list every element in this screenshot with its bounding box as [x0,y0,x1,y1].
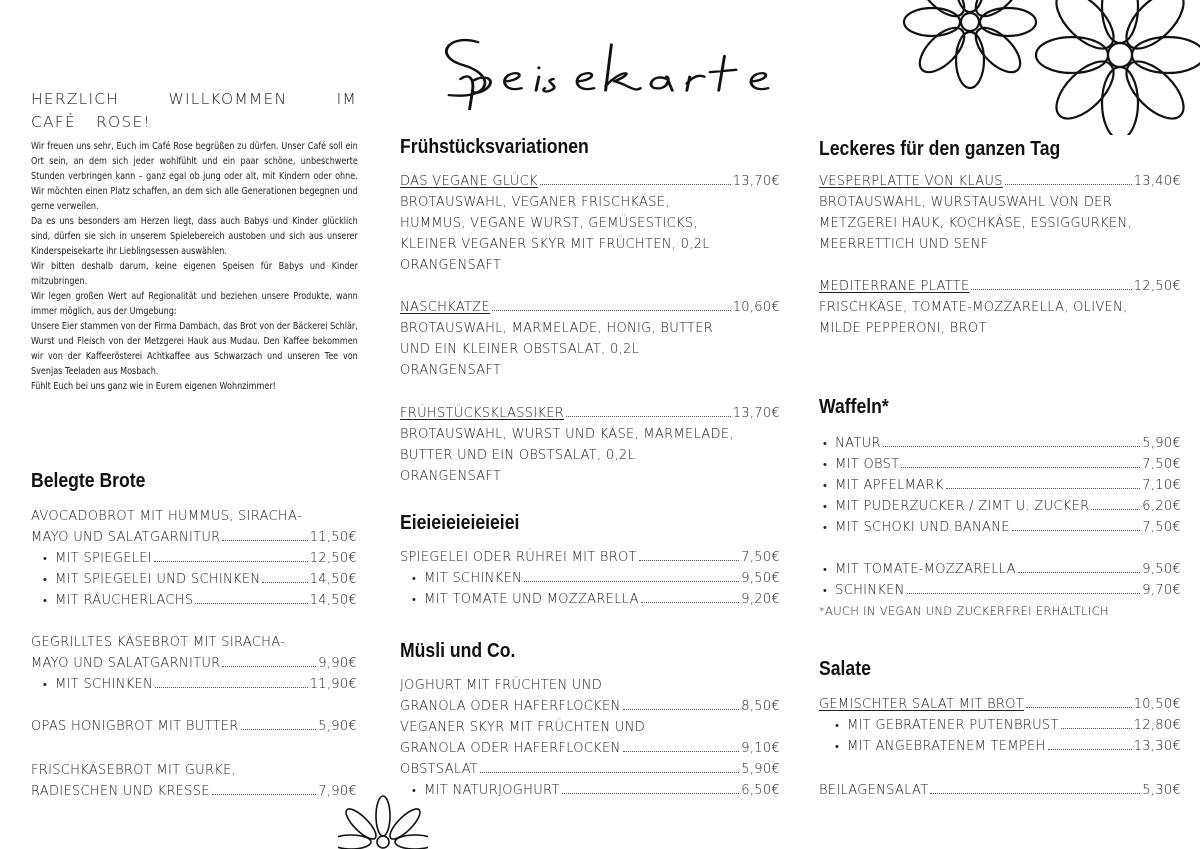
menu-item-description: KLEINER VEGANER SKYR MIT FRÜCHTEN, 0,2L [400,237,710,252]
menu-title-script [420,20,780,110]
menu-subitem: • MIT SCHINKEN 9,50€ [412,571,780,586]
menu-subitem: • MIT PUDERZUCKER / ZIMT U. ZUCKER 6,20€ [823,499,1181,514]
welcome-paragraph: Wir legen großen Wert auf Regionalität und beziehen unsere Produkte, wann immer möglich, aus der Umgebung: [31,291,358,317]
welcome-paragraph: Unsere Eier stammen von der Firma Dambach, das Brot von der Bäckerei Schlär, Wurst und Fleisch von der Metzgerei Hauk aus Mudau. Den Kaffee bekommen wir von der Kaffeerösterei Achtkaffee aus Schwarzach und unseren Tee von Svenjas Teeladen aus Mosbach. [31,321,358,377]
menu-item: MEDITERRANE PLATTE 12,50€ [819,279,1181,294]
welcome-paragraph: Da es uns besonders am Herzen liegt, dass auch Babys und Kinder glücklich sind, dürfen sie sich in unserem Spielebereich austoben und sich aus unserer Kinderspeisekarte ihr Lieblingsessen auswählen. [31,216,358,257]
menu-item: FRÜHSTÜCKSKLASSIKER 13,70€ [400,406,780,421]
section-title-muesli: Müsli und Co. [400,640,516,662]
section-title-eier: Eieieieieieieiei [400,512,520,534]
menu-subitem: • MIT TOMATE-MOZZARELLA 9,50€ [823,562,1181,577]
menu-block-beilagensalat [819,780,1181,801]
menu-item: VEGANER SKYR MIT FRÜCHTEN UND [400,720,646,735]
menu-item: DAS VEGANE GLÜCK 13,70€ [400,174,780,189]
menu-item-description: HUMMUS, VEGANE WURST, GEMÜSESTICKS, [400,216,698,231]
menu-item-description: METZGEREI HAUK, KOCHKÄSE, ESSIGGURKEN, [819,216,1132,231]
waffeln-note: *AUCH IN VEGAN UND ZUCKERFREI ERHÄLTLICH [819,604,1109,618]
section-title-waffeln: Waffeln* [819,396,889,418]
menu-subitem: • MIT ANGEBRATENEM TEMPEH 13,30€ [835,739,1181,754]
menu-subitem: • SCHINKEN 9,70€ [823,583,1181,598]
menu-block-eier [400,547,780,610]
menu-block-vesperplatte [819,171,1181,255]
menu-item-description: BROTAUSWAHL, MARMELADE, HONIG, BUTTER [400,321,714,336]
menu-subitem: • MIT APFELMARK 7,10€ [823,478,1181,493]
menu-item: MAYO UND SALATGARNITUR 9,90€ [31,656,357,671]
menu-block-veganes-glueck [400,171,780,276]
menu-item-description: ORANGENSAFT [400,469,502,484]
welcome-title: HERZLICH WILLKOMMEN IM CAFÉ ROSE! [31,90,357,131]
menu-item-description: ORANGENSAFT [400,363,502,378]
menu-block-frischkaesebrot [31,760,357,802]
menu-item-description: UND EIN KLEINER OBSTSALAT, 0,2L [400,342,640,357]
menu-item: GEMISCHTER SALAT MIT BROT 10,50€ [819,697,1181,712]
menu-item: SPIEGELEI ODER RÜHREI MIT BROT 7,50€ [400,550,780,565]
menu-item-description: BUTTER UND EIN OBSTSALAT, 0,2L [400,448,635,463]
menu-item: OBSTSALAT 5,90€ [400,762,780,777]
menu-subitem: • NATUR 5,90€ [823,436,1181,451]
welcome-paragraph: Wir bitten deshalb darum, keine eigenen Speisen für Babys und Kinder mitzubringen. [31,261,358,287]
menu-item-description: BROTAUSWAHL, WURSTAUSWAHL VON DER [819,195,1113,210]
menu-subitem: • MIT SCHOKI UND BANANE 7,50€ [823,520,1181,535]
menu-item-description: FRISCHKÄSE, TOMATE-MOZZARELLA, OLIVEN, [819,300,1128,315]
menu-block-kaesebrot [31,632,357,695]
section-title-salate: Salate [819,658,871,680]
menu-item: MAYO UND SALATGARNITUR 11,50€ [31,530,357,545]
welcome-paragraph: Wir freuen uns sehr, Euch im Café Rose begrüßen zu dürfen. Unser Café soll ein Ort sein, an dem sich jeder wohlfühlt und ein paar schöne, unbeschwerte Stunden verbringen kann – ganz egal ob jung oder alt, mit Kindern oder ohne. Wir möchten einen Platz schaffen, an dem sich alle Generationen begegnen und gerne verweilen. [31,141,358,212]
menu-block-muesli [400,675,780,801]
menu-subitem: • MIT RÄUCHERLACHS 14,50€ [43,593,357,608]
menu-block-klassiker [400,403,780,487]
menu-subitem: • MIT GEBRATENER PUTENBRUST 12,80€ [835,718,1181,733]
menu-item: AVOCADOBROT MIT HUMMUS, SIRACHA- [31,509,302,524]
menu-item-description: MEERRETTICH UND SENF [819,237,989,252]
menu-item: NASCHKATZE 10,60€ [400,300,780,315]
section-title-fruehstueck: Frühstücksvariationen [400,136,589,158]
menu-item: OPAS HONIGBROT MIT BUTTER 5,90€ [31,719,357,734]
menu-item: GRANOLA ODER HAFERFLOCKEN 9,10€ [400,741,780,756]
welcome-text [31,139,358,394]
menu-subitem: • MIT TOMATE UND MOZZARELLA 9,20€ [412,592,780,607]
menu-block-waffeln [819,433,1181,538]
menu-item: JOGHURT MIT FRÜCHTEN UND [400,678,603,693]
menu-subitem: • MIT SPIEGELEI UND SCHINKEN 14,50€ [43,572,357,587]
menu-item: GRANOLA ODER HAFERFLOCKEN 8,50€ [400,699,780,714]
flower-decoration-icon [860,0,1200,135]
menu-item: FRISCHKÄSEBROT MIT GURKE, [31,763,237,778]
section-title-ganzer-tag: Leckeres für den ganzen Tag [819,138,1061,160]
menu-block-honigbrot [31,716,357,737]
welcome-paragraph: Fühlt Euch bei uns ganz wie in Eurem eigenen Wohnzimmer! [31,381,276,392]
menu-item-description: BROTAUSWAHL, VEGANER FRISCHKÄSE, [400,195,670,210]
menu-subitem: • MIT OBST 7,50€ [823,457,1181,472]
menu-item-description: ORANGENSAFT [400,258,502,273]
menu-subitem: • MIT SCHINKEN 11,90€ [43,677,357,692]
menu-subitem: • MIT SPIEGELEI 12,50€ [43,551,357,566]
small-flower-icon [338,794,428,849]
section-title-belegte-brote: Belegte Brote [31,470,146,492]
menu-block-salate [819,694,1181,757]
menu-item: VESPERPLATTE VON KLAUS 13,40€ [819,174,1181,189]
menu-item: GEGRILLTES KÄSEBROT MIT SIRACHA- [31,635,286,650]
menu-block-waffeln-herzhaft [819,559,1181,622]
menu-item-description: BROTAUSWAHL, WURST UND KÄSE, MARMELADE, [400,427,734,442]
menu-item-description: MILDE PEPPERONI, BROT [819,321,987,336]
menu-item: RADIESCHEN UND KRESSE 7,90€ [31,784,357,799]
menu-subitem: • MIT NATURJOGHURT 6,50€ [412,783,780,798]
menu-block-belegte-brote [31,506,357,611]
menu-block-naschkatze [400,297,780,381]
menu-item: BEILAGENSALAT 5,30€ [819,783,1181,798]
menu-block-mediterrane-platte [819,276,1181,339]
